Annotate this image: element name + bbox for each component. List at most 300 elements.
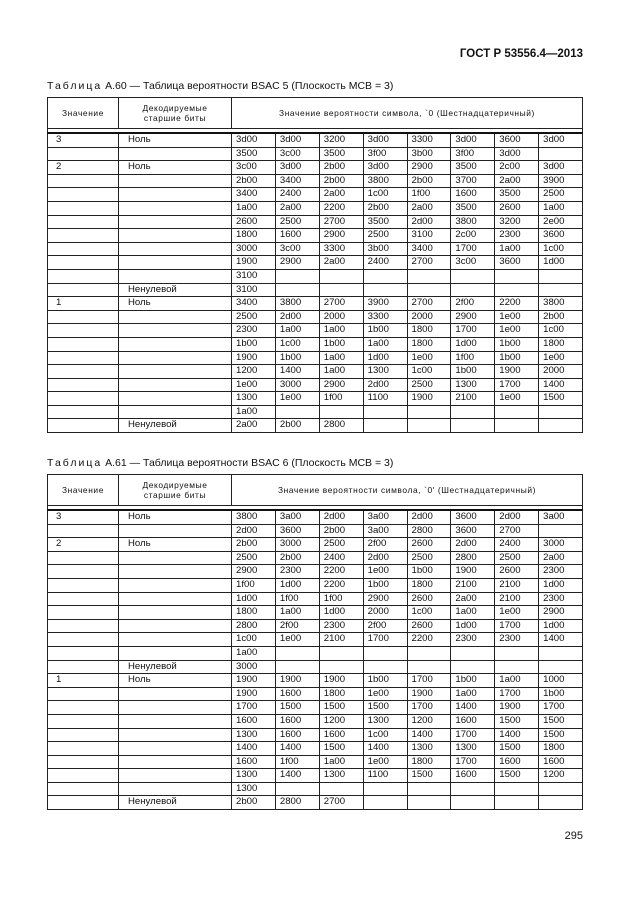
table-row xyxy=(48,633,583,647)
probability-cell: 1500 xyxy=(275,701,319,715)
value-cell xyxy=(48,606,119,620)
value-cell: 2 xyxy=(48,538,119,552)
value-cell xyxy=(48,269,119,283)
probability-cell: 2900 xyxy=(539,606,583,620)
decoded-bits-cell xyxy=(119,337,232,351)
probability-cell: 2a00 xyxy=(539,551,583,565)
probability-cell: 1b00 xyxy=(451,365,495,379)
value-cell xyxy=(48,337,119,351)
probability-cell: 2a00 xyxy=(495,174,539,188)
probability-cell: 2900 xyxy=(451,310,495,324)
probability-cell: 1600 xyxy=(275,728,319,742)
probability-cell: 2300 xyxy=(539,592,583,606)
header-probability: Значение вероятности символа, `0' (Шестнадцатеричный) xyxy=(232,475,583,506)
probability-cell: 2900 xyxy=(319,378,363,392)
probability-cell: 1700 xyxy=(232,701,276,715)
probability-cell: 1900 xyxy=(407,687,451,701)
probability-cell: 1a00 xyxy=(232,646,276,660)
probability-cell: 1600 xyxy=(275,229,319,243)
table-row xyxy=(48,392,583,406)
probability-cell: 3800 xyxy=(232,510,276,524)
table-row xyxy=(48,606,583,620)
probability-cell: 3600 xyxy=(495,256,539,270)
page-number: 295 xyxy=(564,830,583,842)
probability-cell: 1300 xyxy=(232,782,276,796)
probability-cell: 1a00 xyxy=(495,674,539,688)
table-a60-caption xyxy=(47,80,393,92)
probability-cell: 1f00 xyxy=(319,592,363,606)
probability-cell: 2100 xyxy=(495,592,539,606)
probability-cell: 2d00 xyxy=(407,510,451,524)
probability-cell: 1700 xyxy=(451,324,495,338)
probability-cell xyxy=(319,646,363,660)
probability-cell: 2000 xyxy=(319,310,363,324)
probability-cell: 1f00 xyxy=(407,188,451,202)
probability-cell: 1400 xyxy=(275,365,319,379)
caption-word: Таблица xyxy=(47,80,103,92)
probability-cell: 3900 xyxy=(539,174,583,188)
probability-cell: 1300 xyxy=(363,365,407,379)
probability-cell: 3800 xyxy=(451,215,495,229)
probability-cell: 1800 xyxy=(407,578,451,592)
value-cell xyxy=(48,565,119,579)
probability-cell xyxy=(539,283,583,297)
probability-cell xyxy=(539,524,583,538)
probability-cell: 3600 xyxy=(495,133,539,147)
probability-cell xyxy=(363,660,407,674)
probability-cell: 1700 xyxy=(495,687,539,701)
probability-cell: 1700 xyxy=(451,728,495,742)
probability-cell: 1500 xyxy=(539,728,583,742)
probability-cell: 1b00 xyxy=(407,565,451,579)
probability-cell: 2500 xyxy=(407,551,451,565)
probability-cell: 1a00 xyxy=(319,755,363,769)
probability-cell: 1900 xyxy=(495,701,539,715)
table-row xyxy=(48,419,583,433)
table-row xyxy=(48,782,583,796)
probability-cell xyxy=(363,283,407,297)
probability-cell: 1900 xyxy=(232,674,276,688)
probability-cell: 3c00 xyxy=(275,147,319,161)
value-cell xyxy=(48,769,119,783)
probability-cell: 1400 xyxy=(539,633,583,647)
value-cell: 3 xyxy=(48,510,119,524)
table-row xyxy=(48,133,583,147)
probability-cell: 1900 xyxy=(407,392,451,406)
probability-cell: 1600 xyxy=(451,188,495,202)
probability-cell xyxy=(319,269,363,283)
probability-cell: 1d00 xyxy=(319,606,363,620)
decoded-bits-cell xyxy=(119,324,232,338)
table-row xyxy=(48,310,583,324)
probability-cell: 2d00 xyxy=(407,215,451,229)
value-cell xyxy=(48,147,119,161)
probability-cell: 2b00 xyxy=(232,796,276,810)
probability-cell: 2200 xyxy=(407,633,451,647)
table-a60 xyxy=(47,97,583,433)
probability-cell: 2800 xyxy=(319,419,363,433)
probability-cell: 1700 xyxy=(407,701,451,715)
decoded-bits-cell: Ноль xyxy=(119,510,232,524)
probability-cell: 1000 xyxy=(539,674,583,688)
probability-cell xyxy=(539,269,583,283)
probability-cell: 1c00 xyxy=(275,337,319,351)
decoded-bits-cell xyxy=(119,551,232,565)
probability-cell xyxy=(495,660,539,674)
probability-cell xyxy=(407,782,451,796)
probability-cell: 2100 xyxy=(451,578,495,592)
probability-cell: 1700 xyxy=(363,633,407,647)
probability-cell: 1e00 xyxy=(363,565,407,579)
probability-cell: 3400 xyxy=(275,174,319,188)
probability-cell: 1600 xyxy=(451,714,495,728)
decoded-bits-cell xyxy=(119,687,232,701)
probability-cell: 3c00 xyxy=(451,256,495,270)
probability-cell: 1800 xyxy=(539,337,583,351)
value-cell xyxy=(48,782,119,796)
probability-cell: 3d00 xyxy=(451,133,495,147)
caption-text: А.60 — Таблица вероятности BSAC 5 (Плоскость MCB = 3) xyxy=(105,80,394,92)
probability-cell: 1900 xyxy=(232,351,276,365)
probability-cell: 2c00 xyxy=(495,161,539,175)
probability-cell: 1e00 xyxy=(407,351,451,365)
probability-cell: 1800 xyxy=(319,687,363,701)
table-row xyxy=(48,201,583,215)
table-row xyxy=(48,701,583,715)
probability-cell: 1900 xyxy=(232,687,276,701)
probability-cell: 1d00 xyxy=(451,619,495,633)
probability-cell: 3800 xyxy=(275,297,319,311)
probability-cell: 1b00 xyxy=(232,337,276,351)
probability-cell xyxy=(319,283,363,297)
probability-cell: 1c00 xyxy=(363,728,407,742)
probability-cell: 3500 xyxy=(495,188,539,202)
header-bits: Декодируемые старшие биты xyxy=(119,98,232,129)
probability-cell: 1600 xyxy=(495,755,539,769)
probability-cell: 3c00 xyxy=(275,242,319,256)
value-cell xyxy=(48,551,119,565)
probability-cell xyxy=(495,782,539,796)
table-row xyxy=(48,565,583,579)
decoded-bits-cell xyxy=(119,405,232,419)
probability-cell xyxy=(363,419,407,433)
value-cell xyxy=(48,283,119,297)
probability-cell xyxy=(539,405,583,419)
decoded-bits-cell xyxy=(119,633,232,647)
probability-cell: 2c00 xyxy=(451,229,495,243)
probability-cell: 1a00 xyxy=(319,365,363,379)
probability-cell: 1b00 xyxy=(495,351,539,365)
probability-cell: 3900 xyxy=(363,297,407,311)
probability-cell xyxy=(319,782,363,796)
probability-cell xyxy=(407,283,451,297)
header-bits: Декодируемые старшие биты xyxy=(119,475,232,506)
probability-cell: 1e00 xyxy=(539,351,583,365)
probability-cell: 2400 xyxy=(495,538,539,552)
table-row xyxy=(48,215,583,229)
probability-cell: 2600 xyxy=(407,592,451,606)
probability-cell xyxy=(319,405,363,419)
probability-cell xyxy=(407,660,451,674)
probability-cell xyxy=(275,283,319,297)
probability-cell: 1300 xyxy=(232,769,276,783)
probability-cell: 2b00 xyxy=(319,524,363,538)
probability-cell: 3500 xyxy=(232,147,276,161)
table-row xyxy=(48,283,583,297)
probability-cell: 1c00 xyxy=(363,188,407,202)
probability-cell: 2800 xyxy=(275,796,319,810)
probability-cell: 1e00 xyxy=(232,378,276,392)
probability-cell: 1700 xyxy=(539,701,583,715)
probability-cell: 2200 xyxy=(319,578,363,592)
probability-cell: 1300 xyxy=(232,728,276,742)
probability-cell xyxy=(495,419,539,433)
value-cell xyxy=(48,365,119,379)
table-row xyxy=(48,324,583,338)
probability-cell: 2800 xyxy=(451,551,495,565)
probability-cell xyxy=(451,405,495,419)
probability-cell: 1e00 xyxy=(275,633,319,647)
value-cell xyxy=(48,578,119,592)
probability-cell xyxy=(451,782,495,796)
probability-cell: 3100 xyxy=(407,229,451,243)
probability-cell: 2500 xyxy=(363,229,407,243)
decoded-bits-cell xyxy=(119,714,232,728)
probability-cell: 1b00 xyxy=(275,351,319,365)
probability-cell: 2b00 xyxy=(407,174,451,188)
probability-cell: 3d00 xyxy=(539,133,583,147)
probability-cell: 1200 xyxy=(539,769,583,783)
probability-cell: 3100 xyxy=(232,269,276,283)
probability-cell: 2000 xyxy=(363,606,407,620)
probability-cell: 1b00 xyxy=(363,674,407,688)
probability-cell xyxy=(407,419,451,433)
probability-cell: 3500 xyxy=(451,201,495,215)
probability-cell: 3300 xyxy=(319,242,363,256)
probability-cell: 1f00 xyxy=(275,592,319,606)
probability-cell: 3000 xyxy=(232,242,276,256)
probability-cell: 1b00 xyxy=(539,687,583,701)
probability-cell: 3400 xyxy=(407,242,451,256)
probability-cell: 2500 xyxy=(495,551,539,565)
probability-cell xyxy=(407,796,451,810)
probability-cell xyxy=(319,660,363,674)
probability-cell: 1600 xyxy=(275,687,319,701)
decoded-bits-cell xyxy=(119,365,232,379)
probability-cell xyxy=(451,419,495,433)
value-cell xyxy=(48,646,119,660)
decoded-bits-cell xyxy=(119,392,232,406)
probability-cell: 2f00 xyxy=(363,538,407,552)
value-cell xyxy=(48,310,119,324)
probability-cell xyxy=(451,269,495,283)
value-cell xyxy=(48,242,119,256)
probability-cell: 2500 xyxy=(232,310,276,324)
table-row xyxy=(48,578,583,592)
probability-cell: 1900 xyxy=(495,365,539,379)
probability-cell: 1500 xyxy=(407,769,451,783)
value-cell: 3 xyxy=(48,133,119,147)
probability-cell: 3300 xyxy=(363,310,407,324)
probability-cell: 1b00 xyxy=(495,337,539,351)
table-a61-caption xyxy=(47,457,393,469)
value-cell xyxy=(48,188,119,202)
probability-cell: 1b00 xyxy=(363,578,407,592)
decoded-bits-cell: Ноль xyxy=(119,133,232,147)
probability-cell: 1300 xyxy=(232,392,276,406)
probability-cell: 1300 xyxy=(451,378,495,392)
probability-cell: 2f00 xyxy=(451,297,495,311)
probability-cell: 2300 xyxy=(495,229,539,243)
probability-cell: 2d00 xyxy=(363,378,407,392)
probability-cell: 2500 xyxy=(407,378,451,392)
probability-cell: 1b00 xyxy=(319,337,363,351)
probability-cell: 3d00 xyxy=(275,161,319,175)
value-cell xyxy=(48,742,119,756)
probability-cell: 3800 xyxy=(539,297,583,311)
probability-cell: 2900 xyxy=(275,256,319,270)
value-cell xyxy=(48,592,119,606)
probability-cell: 2d00 xyxy=(451,538,495,552)
probability-cell: 1300 xyxy=(363,714,407,728)
probability-cell: 3600 xyxy=(539,229,583,243)
decoded-bits-cell xyxy=(119,215,232,229)
probability-cell: 2400 xyxy=(319,551,363,565)
probability-cell: 1500 xyxy=(363,701,407,715)
probability-cell: 2700 xyxy=(319,215,363,229)
table-row xyxy=(48,551,583,565)
value-cell xyxy=(48,215,119,229)
probability-cell xyxy=(539,660,583,674)
probability-cell: 1400 xyxy=(275,742,319,756)
decoded-bits-cell xyxy=(119,578,232,592)
probability-cell: 1600 xyxy=(451,769,495,783)
probability-cell: 1700 xyxy=(407,674,451,688)
probability-cell: 1300 xyxy=(319,769,363,783)
probability-cell xyxy=(275,660,319,674)
probability-cell: 1a00 xyxy=(363,337,407,351)
decoded-bits-cell: Ноль xyxy=(119,674,232,688)
probability-cell xyxy=(539,147,583,161)
table-row xyxy=(48,674,583,688)
decoded-bits-cell xyxy=(119,256,232,270)
probability-cell: 2b00 xyxy=(319,174,363,188)
probability-cell: 1700 xyxy=(495,378,539,392)
probability-cell: 3d00 xyxy=(539,161,583,175)
probability-cell: 1e00 xyxy=(363,755,407,769)
value-cell xyxy=(48,660,119,674)
probability-cell: 2400 xyxy=(275,188,319,202)
probability-cell: 1600 xyxy=(232,755,276,769)
decoded-bits-cell xyxy=(119,174,232,188)
probability-cell: 1e00 xyxy=(363,687,407,701)
probability-cell xyxy=(275,405,319,419)
decoded-bits-cell: Ненулевой xyxy=(119,660,232,674)
probability-cell: 1300 xyxy=(407,742,451,756)
decoded-bits-cell xyxy=(119,229,232,243)
probability-cell: 1100 xyxy=(363,769,407,783)
header-value: Значение xyxy=(48,98,119,129)
probability-cell: 1200 xyxy=(232,365,276,379)
probability-cell: 3000 xyxy=(232,660,276,674)
probability-cell: 1a00 xyxy=(451,687,495,701)
probability-cell: 2a00 xyxy=(232,419,276,433)
probability-cell: 2900 xyxy=(407,161,451,175)
value-cell xyxy=(48,524,119,538)
header-value: Значение xyxy=(48,475,119,506)
table-row xyxy=(48,646,583,660)
value-cell xyxy=(48,687,119,701)
decoded-bits-cell: Ноль xyxy=(119,161,232,175)
value-cell: 1 xyxy=(48,297,119,311)
probability-cell xyxy=(407,405,451,419)
decoded-bits-cell: Ноль xyxy=(119,297,232,311)
probability-cell: 2900 xyxy=(232,565,276,579)
probability-cell: 1b00 xyxy=(363,324,407,338)
probability-cell: 1600 xyxy=(232,714,276,728)
probability-cell: 2600 xyxy=(495,565,539,579)
table-row xyxy=(48,256,583,270)
caption-text: А.61 — Таблица вероятности BSAC 6 (Плоскость MCB = 3) xyxy=(105,457,394,469)
probability-cell: 1f00 xyxy=(275,755,319,769)
table-row xyxy=(48,728,583,742)
probability-cell: 1c00 xyxy=(539,242,583,256)
probability-cell: 1500 xyxy=(495,714,539,728)
decoded-bits-cell xyxy=(119,351,232,365)
probability-cell xyxy=(363,782,407,796)
probability-cell: 3400 xyxy=(232,297,276,311)
value-cell xyxy=(48,419,119,433)
probability-cell: 3600 xyxy=(275,524,319,538)
probability-cell xyxy=(363,269,407,283)
probability-cell: 1100 xyxy=(363,392,407,406)
probability-cell: 2b00 xyxy=(275,419,319,433)
value-cell xyxy=(48,405,119,419)
probability-cell xyxy=(495,405,539,419)
probability-cell: 3800 xyxy=(363,174,407,188)
probability-cell: 2d00 xyxy=(363,551,407,565)
table-row xyxy=(48,714,583,728)
decoded-bits-cell xyxy=(119,728,232,742)
probability-cell: 1a00 xyxy=(232,405,276,419)
probability-cell xyxy=(275,646,319,660)
probability-cell: 1a00 xyxy=(319,324,363,338)
probability-cell: 1900 xyxy=(319,674,363,688)
probability-cell: 2f00 xyxy=(363,619,407,633)
probability-cell: 2b00 xyxy=(319,161,363,175)
probability-cell xyxy=(451,283,495,297)
probability-cell: 3300 xyxy=(407,133,451,147)
decoded-bits-cell xyxy=(119,242,232,256)
probability-cell: 2300 xyxy=(495,633,539,647)
probability-cell: 2500 xyxy=(539,188,583,202)
probability-cell xyxy=(539,796,583,810)
probability-cell xyxy=(275,782,319,796)
probability-cell: 3a00 xyxy=(539,510,583,524)
probability-cell: 1500 xyxy=(539,392,583,406)
probability-cell: 3f00 xyxy=(363,147,407,161)
probability-cell: 1f00 xyxy=(232,578,276,592)
decoded-bits-cell xyxy=(119,782,232,796)
probability-cell: 3f00 xyxy=(451,147,495,161)
value-cell xyxy=(48,714,119,728)
table-row xyxy=(48,592,583,606)
probability-cell: 1d00 xyxy=(363,351,407,365)
probability-cell: 1300 xyxy=(451,742,495,756)
decoded-bits-cell: Ненулевой xyxy=(119,283,232,297)
value-cell xyxy=(48,378,119,392)
probability-cell: 3d00 xyxy=(495,147,539,161)
